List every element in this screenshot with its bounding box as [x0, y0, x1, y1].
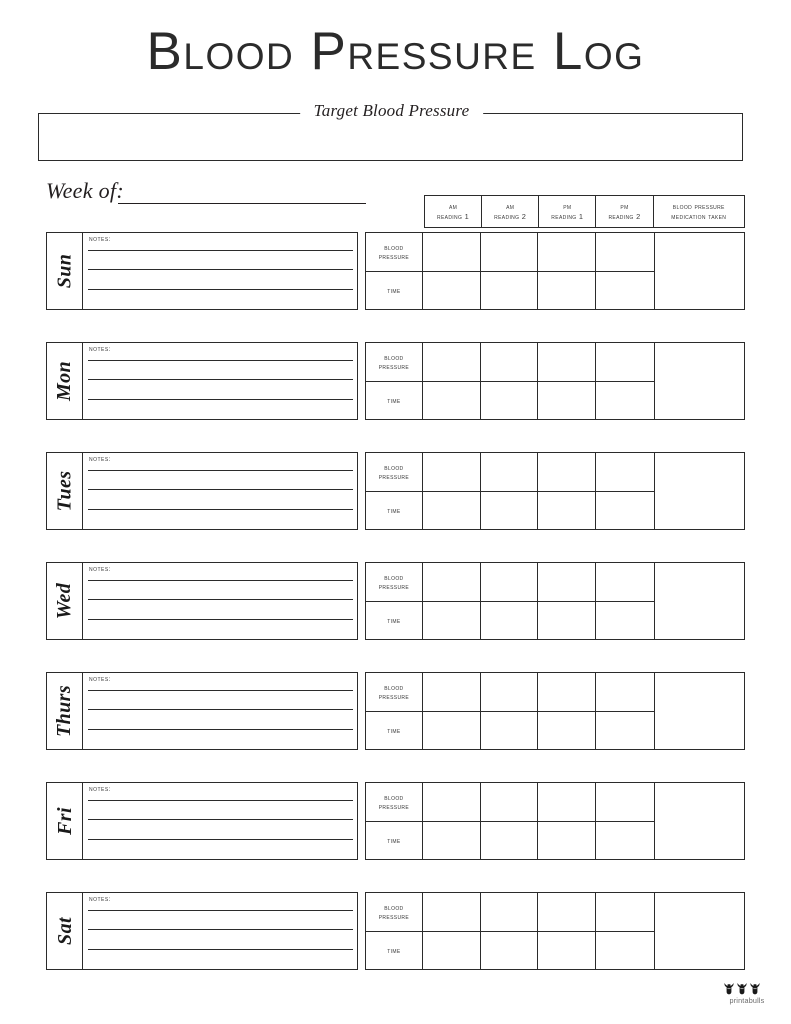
readings-row-time: [366, 602, 654, 640]
blood-pressure-input-4[interactable]: [596, 343, 654, 381]
notes-rule-3: [88, 949, 353, 950]
readings-row-blood-pressure: [366, 233, 654, 272]
time-input-1[interactable]: [423, 272, 481, 310]
day-label: Wed: [53, 582, 76, 620]
notes-rule-3: [88, 399, 353, 400]
notes-input[interactable]: [83, 893, 357, 969]
row-label-time: time: [366, 712, 423, 750]
medication-taken-input[interactable]: [655, 563, 744, 639]
readings-row-time: [366, 382, 654, 420]
readings-block: [365, 892, 745, 970]
blood-pressure-input-4[interactable]: [596, 233, 654, 271]
readings-grid: [366, 233, 655, 309]
notes-rule-2: [88, 269, 353, 270]
notes-rule-1: [88, 360, 353, 361]
day-label-cell: [47, 783, 83, 859]
day-label: Sun: [53, 253, 76, 289]
readings-block: [365, 342, 745, 420]
time-input-4[interactable]: [596, 272, 654, 310]
time-input-4[interactable]: [596, 602, 654, 640]
notes-input[interactable]: [83, 343, 357, 419]
medication-taken-input[interactable]: [655, 783, 744, 859]
notes-label: notes:: [89, 676, 112, 683]
column-header-line2: reading 1: [551, 211, 584, 221]
time-input-4[interactable]: [596, 492, 654, 530]
notes-rule-1: [88, 910, 353, 911]
notes-rule-1: [88, 580, 353, 581]
readings-row-time: [366, 932, 654, 970]
blood-pressure-input-1[interactable]: [423, 233, 481, 271]
notes-rule-1: [88, 250, 353, 251]
column-header-medication-taken: [654, 196, 744, 227]
notes-input[interactable]: [83, 563, 357, 639]
column-header-line1: pm: [563, 202, 572, 212]
row-label-time: time: [366, 382, 423, 420]
notes-rule-2: [88, 709, 353, 710]
notes-block: [46, 342, 358, 420]
brand-logo: [716, 982, 778, 1010]
time-input-4[interactable]: [596, 382, 654, 420]
page-title: Blood Pressure Log: [146, 22, 645, 81]
column-header-am-reading-2: [482, 196, 539, 227]
notes-rule-2: [88, 819, 353, 820]
time-input-1[interactable]: [423, 932, 481, 970]
time-input-3[interactable]: [538, 712, 596, 750]
row-label-line1: blood: [384, 572, 404, 582]
readings-row-time: [366, 272, 654, 310]
readings-block: [365, 562, 745, 640]
notes-input[interactable]: [83, 783, 357, 859]
readings-row-blood-pressure: [366, 673, 654, 712]
row-label-line2: pressure: [378, 581, 410, 591]
readings-row-time: [366, 712, 654, 750]
row-label-line2: pressure: [378, 801, 410, 811]
readings-grid: [366, 563, 655, 639]
day-row-mon: [46, 342, 745, 420]
time-input-1[interactable]: [423, 492, 481, 530]
readings-grid: [366, 783, 655, 859]
readings-row-time: [366, 822, 654, 860]
notes-rule-1: [88, 690, 353, 691]
notes-rule-3: [88, 509, 353, 510]
time-input-3[interactable]: [538, 492, 596, 530]
row-label-line2: pressure: [378, 471, 410, 481]
row-label-blood-pressure: [366, 893, 423, 931]
day-row-tues: [46, 452, 745, 530]
time-input-3[interactable]: [538, 932, 596, 970]
column-header-line2: reading 1: [437, 211, 470, 221]
notes-rule-2: [88, 599, 353, 600]
readings-block: [365, 672, 745, 750]
row-label-line2: pressure: [378, 691, 410, 701]
blood-pressure-input-2[interactable]: [481, 233, 539, 271]
readings-row-blood-pressure: [366, 783, 654, 822]
readings-row-time: [366, 492, 654, 530]
time-input-3[interactable]: [538, 382, 596, 420]
notes-label: notes:: [89, 456, 112, 463]
time-input-3[interactable]: [538, 602, 596, 640]
day-label: Sat: [53, 917, 76, 945]
column-header-line2: reading 2: [494, 211, 527, 221]
row-label-time: time: [366, 822, 423, 860]
day-row-wed: [46, 562, 745, 640]
notes-label: notes:: [89, 236, 112, 243]
column-header-line1: am: [448, 202, 458, 212]
blood-pressure-input-3[interactable]: [538, 783, 596, 821]
readings-grid: [366, 893, 655, 969]
readings-block: [365, 452, 745, 530]
time-input-1[interactable]: [423, 822, 481, 860]
time-input-2[interactable]: [481, 712, 539, 750]
week-of-input[interactable]: [118, 203, 366, 204]
day-row-thurs: [46, 672, 745, 750]
row-label-blood-pressure: [366, 343, 423, 381]
day-label-cell: [47, 343, 83, 419]
blood-pressure-input-3[interactable]: [538, 563, 596, 601]
day-row-sun: [46, 232, 745, 310]
medication-taken-input[interactable]: [655, 893, 744, 969]
notes-rule-3: [88, 289, 353, 290]
notes-input[interactable]: [83, 673, 357, 749]
blood-pressure-input-2[interactable]: [481, 673, 539, 711]
row-label-blood-pressure: [366, 453, 423, 491]
notes-block: [46, 452, 358, 530]
blood-pressure-input-2[interactable]: [481, 453, 539, 491]
notes-label: notes:: [89, 346, 112, 353]
time-input-1[interactable]: [423, 712, 481, 750]
blood-pressure-input-1[interactable]: [423, 563, 481, 601]
medication-taken-input[interactable]: [655, 453, 744, 529]
time-input-2[interactable]: [481, 382, 539, 420]
day-label: Tues: [53, 470, 76, 512]
row-label-blood-pressure: [366, 783, 423, 821]
time-input-4[interactable]: [596, 712, 654, 750]
column-header-line2: medication taken: [671, 211, 727, 221]
row-label-line1: blood: [384, 902, 404, 912]
notes-label: notes:: [89, 566, 112, 573]
week-of-label: Week of:: [46, 178, 124, 203]
time-input-2[interactable]: [481, 932, 539, 970]
blood-pressure-input-1[interactable]: [423, 453, 481, 491]
row-label-line2: pressure: [378, 251, 410, 261]
time-input-4[interactable]: [596, 822, 654, 860]
column-header-pm-reading-1: [539, 196, 596, 227]
time-input-1[interactable]: [423, 602, 481, 640]
day-label-cell: [47, 233, 83, 309]
blood-pressure-input-3[interactable]: [538, 343, 596, 381]
readings-block: [365, 782, 745, 860]
notes-input[interactable]: [83, 453, 357, 529]
notes-block: [46, 782, 358, 860]
row-label-time: time: [366, 492, 423, 530]
time-input-3[interactable]: [538, 822, 596, 860]
blood-pressure-input-4[interactable]: [596, 453, 654, 491]
day-label: Fri: [53, 807, 76, 835]
blood-pressure-input-4[interactable]: [596, 563, 654, 601]
blood-pressure-input-3[interactable]: [538, 893, 596, 931]
target-blood-pressure-label: Target Blood Pressure: [300, 100, 484, 122]
time-input-2[interactable]: [481, 602, 539, 640]
readings-grid: [366, 453, 655, 529]
blood-pressure-input-2[interactable]: [481, 343, 539, 381]
row-label-line1: blood: [384, 242, 404, 252]
row-label-time: time: [366, 272, 423, 310]
blood-pressure-input-2[interactable]: [481, 783, 539, 821]
time-input-2[interactable]: [481, 272, 539, 310]
notes-rule-3: [88, 839, 353, 840]
blood-pressure-input-4[interactable]: [596, 673, 654, 711]
readings-row-blood-pressure: [366, 343, 654, 382]
time-input-4[interactable]: [596, 932, 654, 970]
blood-pressure-input-3[interactable]: [538, 233, 596, 271]
day-label-cell: [47, 893, 83, 969]
notes-block: [46, 232, 358, 310]
notes-block: [46, 562, 358, 640]
readings-grid: [366, 343, 655, 419]
day-label-cell: [47, 673, 83, 749]
notes-rule-2: [88, 929, 353, 930]
notes-label: notes:: [89, 786, 112, 793]
blood-pressure-input-3[interactable]: [538, 453, 596, 491]
day-label: Mon: [53, 360, 76, 402]
notes-rule-2: [88, 489, 353, 490]
time-input-1[interactable]: [423, 382, 481, 420]
notes-rule-3: [88, 619, 353, 620]
row-label-blood-pressure: [366, 233, 423, 271]
bull-heads-icon: [722, 982, 772, 996]
medication-taken-input[interactable]: [655, 343, 744, 419]
readings-row-blood-pressure: [366, 453, 654, 492]
blood-pressure-input-2[interactable]: [481, 893, 539, 931]
row-label-blood-pressure: [366, 673, 423, 711]
column-header-am-reading-1: [425, 196, 482, 227]
row-label-time: time: [366, 602, 423, 640]
notes-rule-3: [88, 729, 353, 730]
day-row-fri: [46, 782, 745, 860]
notes-rule-2: [88, 379, 353, 380]
readings-grid: [366, 673, 655, 749]
medication-taken-input[interactable]: [655, 673, 744, 749]
column-header-line1: pm: [620, 202, 629, 212]
blood-pressure-input-4[interactable]: [596, 893, 654, 931]
time-input-3[interactable]: [538, 272, 596, 310]
readings-row-blood-pressure: [366, 893, 654, 932]
day-label: Thurs: [53, 684, 76, 738]
medication-taken-input[interactable]: [655, 233, 744, 309]
readings-row-blood-pressure: [366, 563, 654, 602]
time-input-2[interactable]: [481, 822, 539, 860]
blood-pressure-input-1[interactable]: [423, 783, 481, 821]
notes-rule-1: [88, 470, 353, 471]
brand-name: printabulls: [729, 996, 765, 1005]
row-label-blood-pressure: [366, 563, 423, 601]
notes-block: [46, 892, 358, 970]
blood-pressure-input-1[interactable]: [423, 893, 481, 931]
column-header-line1: blood pressure: [672, 202, 725, 212]
column-header-line1: am: [506, 202, 515, 212]
notes-label: notes:: [89, 896, 112, 903]
blood-pressure-input-2[interactable]: [481, 563, 539, 601]
row-label-line2: pressure: [378, 911, 410, 921]
blood-pressure-input-4[interactable]: [596, 783, 654, 821]
time-input-2[interactable]: [481, 492, 539, 530]
row-label-line1: blood: [384, 682, 404, 692]
notes-input[interactable]: [83, 233, 357, 309]
day-label-cell: [47, 453, 83, 529]
blood-pressure-input-1[interactable]: [423, 343, 481, 381]
row-label-line1: blood: [384, 352, 404, 362]
blood-pressure-input-3[interactable]: [538, 673, 596, 711]
column-header-line2: reading 2: [608, 211, 641, 221]
day-label-cell: [47, 563, 83, 639]
notes-block: [46, 672, 358, 750]
day-row-sat: [46, 892, 745, 970]
readings-block: [365, 232, 745, 310]
row-label-line2: pressure: [378, 361, 410, 371]
row-label-time: time: [366, 932, 423, 970]
column-headers: [424, 195, 745, 228]
blood-pressure-input-1[interactable]: [423, 673, 481, 711]
notes-rule-1: [88, 800, 353, 801]
row-label-line1: blood: [384, 462, 404, 472]
row-label-line1: blood: [384, 792, 404, 802]
column-header-pm-reading-2: [596, 196, 653, 227]
target-blood-pressure-section: [38, 101, 745, 163]
